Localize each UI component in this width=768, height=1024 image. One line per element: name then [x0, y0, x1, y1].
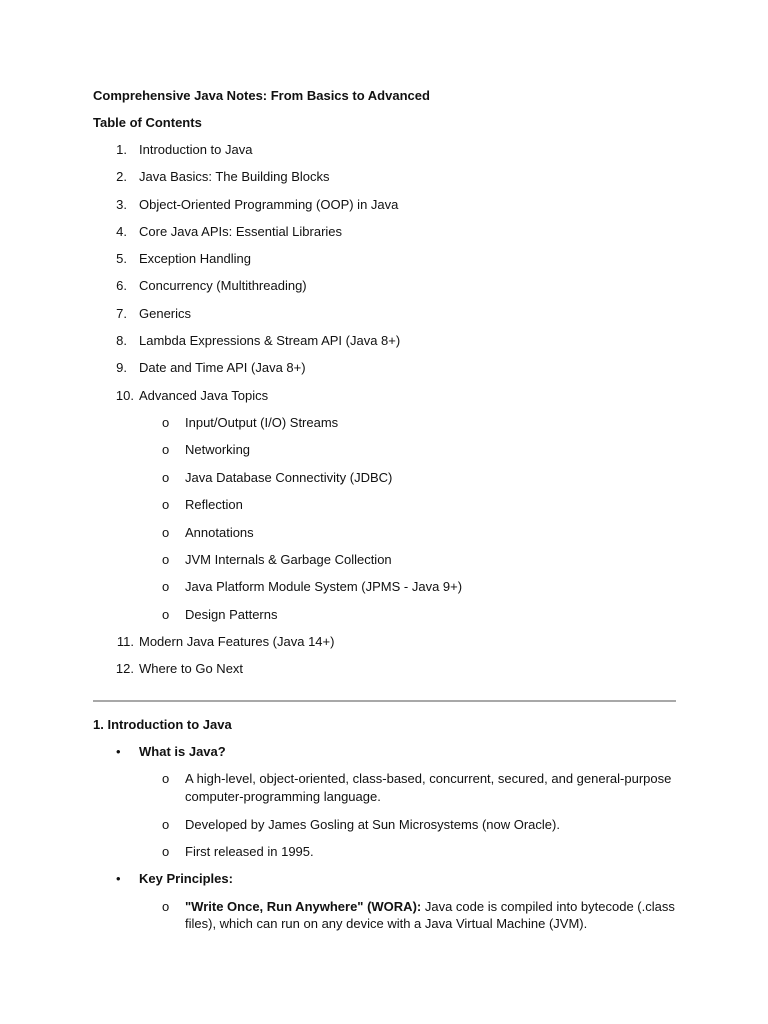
toc-sub-label: Annotations	[185, 525, 254, 540]
circle-bullet-icon: o	[162, 552, 170, 567]
circle-bullet-icon: o	[162, 607, 170, 622]
circle-bullet-icon: o	[162, 579, 170, 594]
toc-number: 2.	[116, 169, 127, 184]
toc-label: Core Java APIs: Essential Libraries	[139, 224, 343, 239]
circle-bullet-icon: o	[162, 442, 170, 457]
toc-number: 3.	[116, 197, 127, 212]
toc-sub-label: Reflection	[185, 497, 243, 512]
toc-number: 1.	[116, 142, 127, 157]
toc-heading: Table of Contents	[93, 115, 202, 130]
toc-label: Concurrency (Multithreading)	[139, 278, 307, 293]
disc-bullet-icon: •	[116, 744, 121, 759]
sub-bullet-text: First released in 1995.	[185, 844, 314, 859]
bullet-label: Key Principles:	[139, 871, 233, 886]
circle-bullet-icon: o	[162, 415, 170, 430]
toc-number: 12.	[115, 661, 134, 676]
sub-bullet-text-cont: files), which can run on any device with a Java Virtual Machine (JVM).	[185, 916, 588, 931]
sub-bullet-text: A high-level, object-oriented, class-based, concurrent, secured, and general-purpose	[185, 771, 672, 786]
toc-sub-label: Java Platform Module System (JPMS - Java 9+)	[185, 579, 463, 594]
wora-term: "Write Once, Run Anywhere" (WORA):	[185, 899, 422, 914]
circle-bullet-icon: o	[162, 771, 170, 786]
sub-bullet-text-cont: computer-programming language.	[185, 789, 381, 804]
toc-sub-label: Networking	[185, 442, 251, 457]
toc-sub-label: Design Patterns	[185, 607, 278, 622]
wora-description: Java code is compiled into bytecode (.class	[421, 899, 675, 914]
horizontal-divider	[93, 700, 676, 702]
disc-bullet-icon: •	[116, 871, 121, 886]
sub-bullet-text	[185, 898, 675, 916]
circle-bullet-icon: o	[162, 817, 170, 832]
toc-number: 8.	[116, 333, 127, 348]
toc-label: Modern Java Features (Java 14+)	[139, 634, 335, 649]
toc-label: Introduction to Java	[139, 142, 253, 157]
circle-bullet-icon: o	[162, 497, 170, 512]
toc-number: 7.	[116, 306, 127, 321]
toc-number: 6.	[116, 278, 127, 293]
toc-number: 9.	[116, 360, 127, 375]
toc-label: Object-Oriented Programming (OOP) in Java	[139, 197, 399, 212]
sub-bullet-text: Developed by James Gosling at Sun Microsystems (now Oracle).	[185, 817, 560, 832]
toc-number: 11.	[116, 634, 134, 649]
circle-bullet-icon: o	[162, 525, 170, 540]
toc-label: Java Basics: The Building Blocks	[139, 169, 330, 184]
toc-label: Advanced Java Topics	[139, 388, 269, 403]
bullet-label: What is Java?	[139, 744, 226, 759]
circle-bullet-icon: o	[162, 899, 170, 914]
toc-label: Generics	[139, 306, 192, 321]
toc-label: Lambda Expressions & Stream API (Java 8+)	[139, 333, 401, 348]
section-heading: 1. Introduction to Java	[93, 717, 232, 732]
toc-sub-label: Input/Output (I/O) Streams	[185, 415, 339, 430]
circle-bullet-icon: o	[162, 844, 170, 859]
circle-bullet-icon: o	[162, 470, 170, 485]
toc-label: Exception Handling	[139, 251, 252, 266]
toc-sub-label: Java Database Connectivity (JDBC)	[185, 470, 393, 485]
document-title: Comprehensive Java Notes: From Basics to Advanced	[93, 88, 430, 103]
toc-label: Where to Go Next	[139, 661, 244, 676]
toc-label: Date and Time API (Java 8+)	[139, 360, 306, 375]
toc-sub-label: JVM Internals & Garbage Collection	[185, 552, 392, 567]
toc-number: 5.	[116, 251, 127, 266]
toc-number: 10.	[115, 388, 134, 403]
toc-number: 4.	[116, 224, 127, 239]
